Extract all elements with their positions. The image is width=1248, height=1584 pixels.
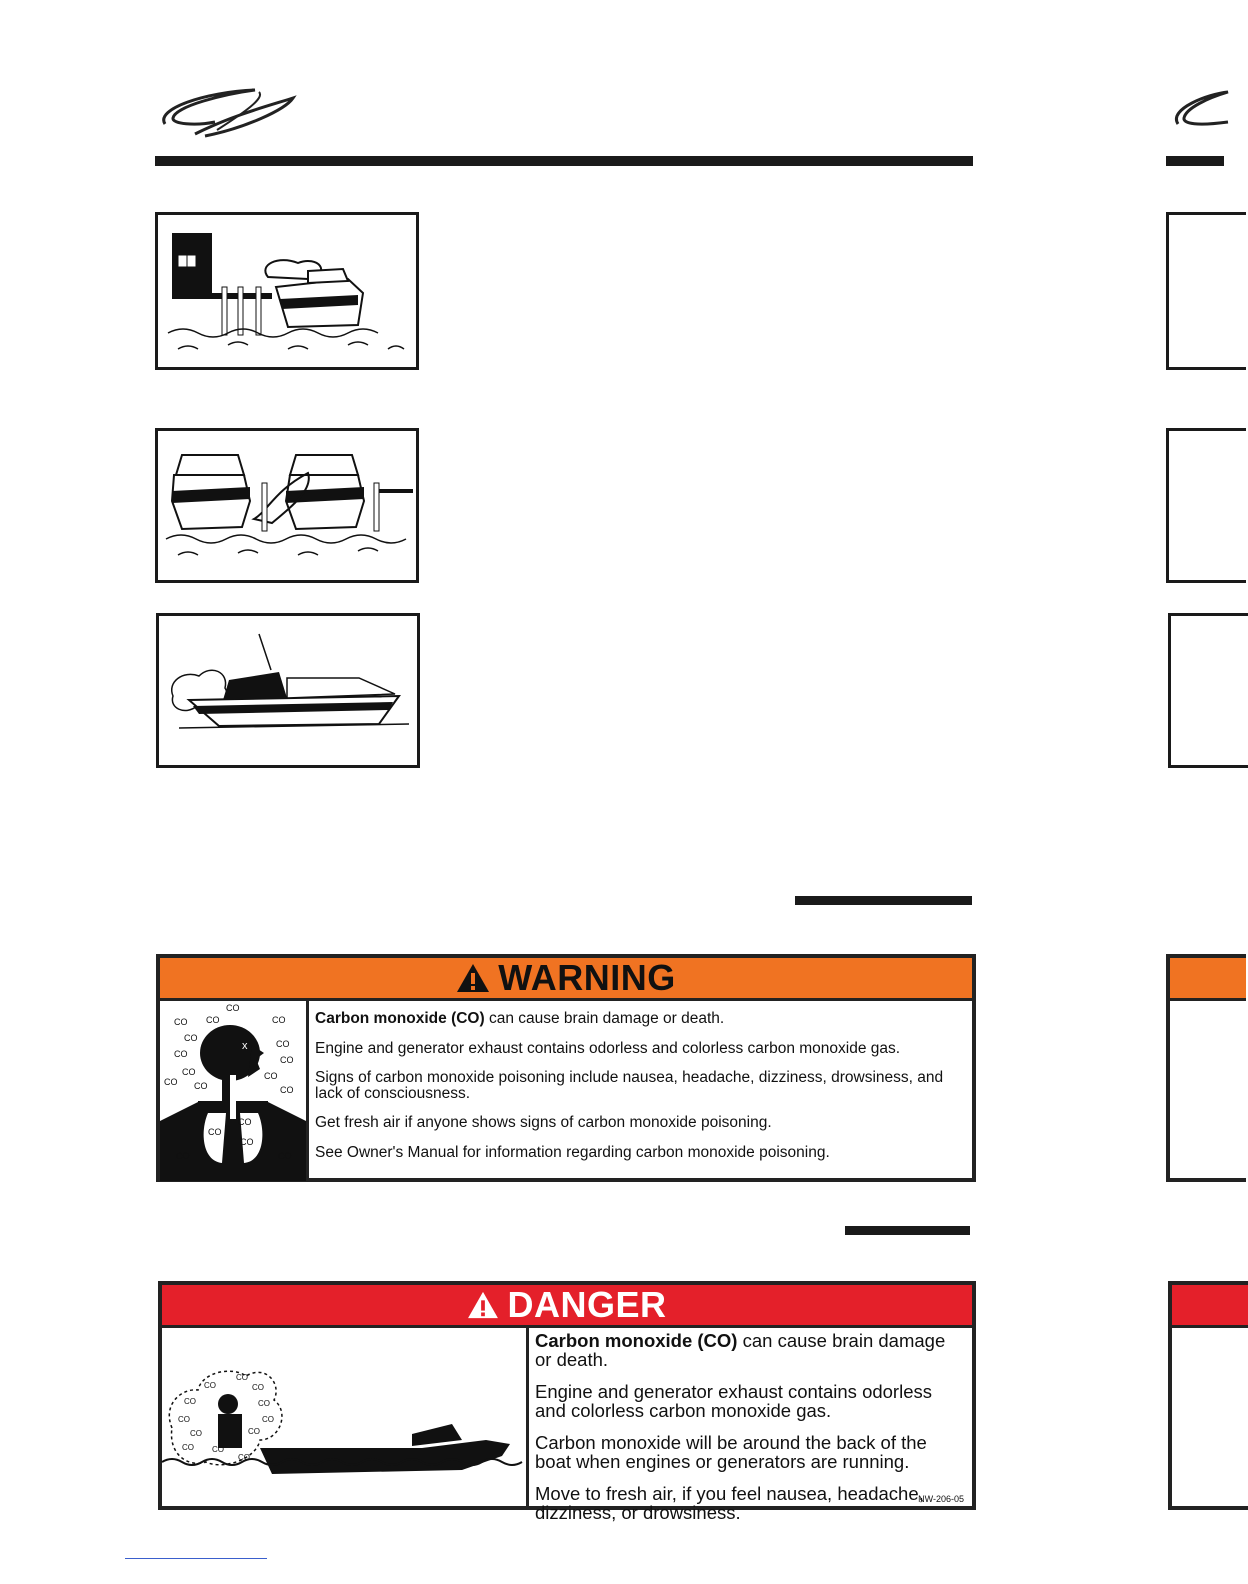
warning-line-4: See Owner's Manual for information regarding carbon monoxide poisoning. <box>315 1143 830 1161</box>
svg-text:CO: CO <box>194 1081 208 1091</box>
warning-label <box>156 954 976 1182</box>
co-poisoning-figure <box>160 1001 309 1178</box>
svg-text:CO: CO <box>204 1381 216 1390</box>
adjacent-page-edge <box>1166 0 1224 1584</box>
warning-line-1: Engine and generator exhaust contains odorless and colorless carbon monoxide gas. <box>315 1039 901 1057</box>
danger-line-1: Engine and generator exhaust contains odorless and colorless carbon monoxide gas. <box>535 1381 932 1421</box>
danger-lead: Carbon monoxide (CO) can cause brain damage or death. <box>535 1330 946 1370</box>
svg-text:CO: CO <box>182 1067 196 1077</box>
svg-text:CO: CO <box>184 1033 198 1043</box>
svg-text:CO: CO <box>276 1039 290 1049</box>
danger-heading: DANGER <box>162 1285 972 1328</box>
warning-triangle-icon <box>456 963 490 993</box>
danger-line-3: Move to fresh air, if you feel nausea, headache, dizziness, or drowsiness. <box>535 1483 924 1523</box>
svg-text:CO: CO <box>174 1017 188 1027</box>
danger-label <box>158 1281 976 1523</box>
svg-text:CO: CO <box>238 1117 252 1127</box>
boat-underway-illustration <box>156 613 420 768</box>
svg-text:CO: CO <box>208 1127 222 1137</box>
co-boat-figure <box>162 1328 529 1506</box>
svg-text:CO: CO <box>206 1015 220 1025</box>
boat-docked-illustration <box>155 212 419 370</box>
boat-at-dock-with-exhaust-icon <box>158 215 416 367</box>
warning-triangle-icon <box>467 1291 499 1319</box>
svg-text:CO: CO <box>248 1427 260 1436</box>
svg-text:CO: CO <box>226 1003 240 1013</box>
boat-underway-station-wagon-effect-icon <box>159 616 417 765</box>
section-rule-1 <box>795 896 972 905</box>
svg-text:CO: CO <box>240 1137 254 1147</box>
brand-swoosh-logo <box>155 84 297 140</box>
warning-text <box>309 1001 972 1178</box>
svg-text:CO: CO <box>238 1453 250 1462</box>
section-rule-2 <box>845 1226 970 1235</box>
footer-link-underline[interactable] <box>125 1558 267 1559</box>
warning-lead: Carbon monoxide (CO) can cause brain damage or death. <box>315 1010 725 1027</box>
svg-text:CO: CO <box>236 1373 248 1382</box>
svg-text:CO: CO <box>182 1443 194 1452</box>
danger-line-2: Carbon monoxide will be around the back of the boat when engines or generators are running. <box>535 1432 927 1472</box>
svg-text:CO: CO <box>184 1397 196 1406</box>
person-inhaling-co-icon <box>160 1001 306 1181</box>
svg-text:CO: CO <box>278 1151 292 1161</box>
svg-text:CO: CO <box>264 1071 278 1081</box>
svg-text:CO: CO <box>272 1015 286 1025</box>
brand-swoosh-logo <box>1168 84 1228 140</box>
boats-side-by-side-illustration <box>155 428 419 583</box>
warning-line-2: Signs of carbon monoxide poisoning include nausea, headache, dizziness, drowsiness, and lack of consciousness. <box>315 1069 944 1102</box>
warning-line-3: Get fresh air if anyone shows signs of carbon monoxide poisoning. <box>315 1114 772 1131</box>
label-code: NW-206-05 <box>918 1494 964 1504</box>
svg-text:CO: CO <box>174 1049 188 1059</box>
svg-text:CO: CO <box>212 1445 224 1454</box>
boat-co-cloud-icon <box>162 1328 526 1510</box>
svg-text:CO: CO <box>280 1055 294 1065</box>
svg-text:CO: CO <box>164 1077 178 1087</box>
svg-text:CO: CO <box>176 1151 190 1161</box>
danger-text <box>529 1328 972 1523</box>
svg-text:CO: CO <box>258 1399 270 1408</box>
svg-text:CO: CO <box>190 1429 202 1438</box>
header-rule <box>155 156 973 166</box>
svg-text:CO: CO <box>178 1415 190 1424</box>
warning-heading: WARNING <box>160 958 972 1001</box>
svg-text:CO: CO <box>280 1085 294 1095</box>
svg-text:CO: CO <box>262 1415 274 1424</box>
svg-text:CO: CO <box>252 1383 264 1392</box>
two-boats-with-exhaust-icon <box>158 431 416 580</box>
svg-text:x: x <box>242 1040 248 1052</box>
